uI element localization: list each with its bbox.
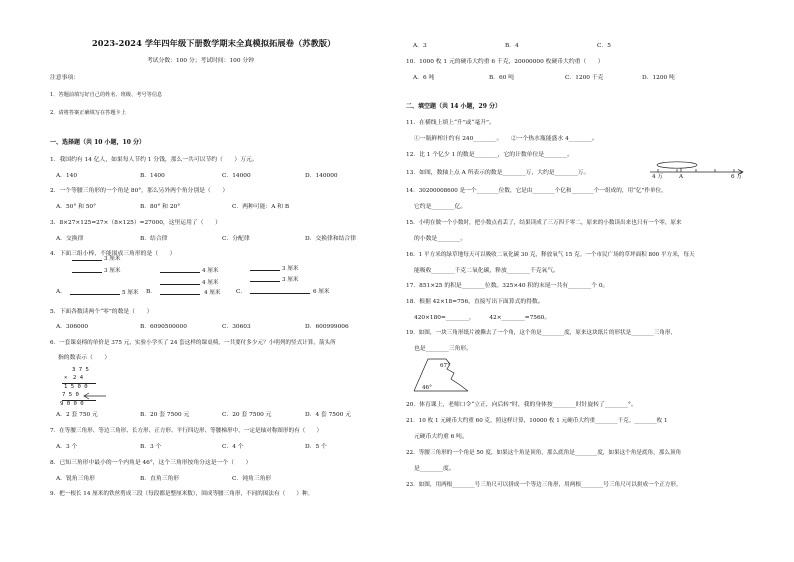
q4a-stick-3	[70, 294, 120, 295]
q10-option-c[interactable]: C．1200 千克	[565, 75, 604, 81]
q7-option-b[interactable]: B．3 个	[140, 444, 162, 450]
q6-option-d[interactable]: D．4 套 7500 元	[305, 412, 352, 418]
axis-label-4wan: 4 万	[652, 174, 663, 180]
angle-label-67: 67°	[440, 363, 450, 369]
question-8: 8．已知三角形中最小的一个内角是 46°，这个三角形按角分这是一个（ ）	[50, 460, 252, 466]
question-6-cont: 指的数表示（ ）	[58, 355, 111, 361]
q4a-stick-3-label: 5 厘米	[122, 290, 139, 296]
question-7: 7．在等腰三角形、等边三角形、长方形、正方形、平行四边形、等腰梯形中，一定是轴对称图形的有（ ）	[50, 428, 323, 434]
q4-option-a[interactable]: A．	[56, 289, 66, 295]
q2-option-b[interactable]: B．80° 和 20°	[140, 204, 181, 210]
q9-option-c[interactable]: C．5	[597, 43, 611, 49]
question-3: 3．8×27×125=27×（8×125）=27000，这里运用了（ ）	[50, 220, 221, 226]
question-23: 23．如图，用两根________号三角尺可以拼成一个等边三角形，用两根________号三角尺可以拼成一个正方形。	[406, 482, 682, 488]
q10-option-b[interactable]: B．60 吨	[489, 75, 515, 81]
q4a-stick-1	[72, 260, 102, 261]
question-20: 20．体育课上，老师口令“立正，向后转”时，我的身体按________时针旋转了________°。	[406, 402, 637, 408]
question-4: 4．下面三组小棒，不能围成三角形的是（ ）	[50, 251, 176, 257]
q4b-stick-3	[160, 294, 200, 295]
question-9: 9．把一根长 14 厘米的铁丝剪成三段（每段都是整厘米数），围成等腰三角形，不同的围法有（ ）种。	[50, 491, 314, 497]
vertical-calc-line-4: 7 5 0	[62, 392, 79, 398]
q4a-stick-1-label: 3 厘米	[104, 256, 121, 262]
vertical-calc-line-5: 9 0 0 0	[60, 401, 84, 407]
q4a-stick-2	[72, 272, 102, 273]
q2-option-c[interactable]: C．两种可能：A 和 B	[232, 204, 290, 210]
note-1: 1．答题前填写好自己的姓名、班级、考号等信息	[50, 92, 163, 98]
question-11-parts: ①一瓶鲜榨汁约有 240________。 ②一个热水瓶能盛水 4________。	[414, 136, 598, 142]
question-11: 11．在横线上填上“升”或“毫升”。	[406, 120, 495, 126]
q10-option-a[interactable]: A．6 吨	[413, 75, 435, 81]
q4c-stick-2-label: 3 厘米	[282, 277, 299, 283]
q7-option-a[interactable]: A．3 个	[56, 444, 78, 450]
question-16: 16．1 平方米的绿草地每天可以吸收二氧化碳 30 克，释放氧气 15 克。一个市民广场的草坪面积 800 平方米，每天	[406, 252, 695, 258]
question-15-cont: 的小数是________。	[414, 236, 467, 242]
q3-option-a[interactable]: A．交换律	[56, 236, 84, 242]
axis-label-6wan: 6 万	[731, 174, 742, 180]
q9-option-b[interactable]: B．4	[505, 43, 519, 49]
question-14: 14．30200008600 是一个________位数，它是由________个亿和________个一组成的，用“亿”作单位，	[406, 188, 667, 194]
q4b-stick-1	[160, 272, 200, 273]
question-5: 5．下面各数读两个“零”的数是（ ）	[50, 309, 153, 315]
q3-option-c[interactable]: C．分配律	[222, 236, 250, 242]
question-19-cont: 也是________三角形。	[414, 346, 472, 352]
q6-option-a[interactable]: A．2 套 750 元	[56, 412, 98, 418]
q8-option-b[interactable]: B．直角三角形	[140, 476, 180, 482]
q6-option-c[interactable]: C．20 套 7500 元	[222, 412, 272, 418]
section-choice-heading: 一、选择题（共 10 小题，10 分）	[50, 139, 145, 146]
q5-option-d[interactable]: D．600999006	[305, 324, 349, 330]
question-6: 6．一套课桌椅的单价是 375 元，实验小学买了 24 套这样的课桌椅，一共要付多少元？小明列的竖式计算，箭头所	[50, 340, 336, 346]
q4c-stick-1	[250, 270, 280, 271]
question-1: 1．我国约有 14 亿人，如果每人节约 1 分钱，那么一共可以节约（ ）万元。	[50, 157, 258, 163]
q10-option-d[interactable]: D．1200 吨	[642, 75, 675, 81]
question-13: 13．如图，数轴上点 A 所表示的数是________万，大约是________万。	[406, 170, 590, 176]
q7-option-c[interactable]: C．4 个	[222, 444, 244, 450]
question-16-cont: 能吸收________千克二氧化碳，释放________千克氧气。	[414, 268, 559, 274]
q1-option-c[interactable]: C．14000	[222, 173, 251, 179]
question-15: 15．小明在做一个小数时，把小数点看丢了，结果读成了三万四千零二，原来的小数读出来也只有一个零，原来	[406, 220, 682, 226]
q7-option-d[interactable]: D．5 个	[305, 444, 327, 450]
q4b-stick-2	[160, 284, 200, 285]
vertical-calc-line-3: 1 5 0 0	[64, 384, 88, 390]
question-14-cont: 它约是________亿。	[414, 204, 467, 210]
q6-option-b[interactable]: B．20 套 7500 元	[140, 412, 190, 418]
q9-option-a[interactable]: A．3	[413, 43, 427, 49]
question-12: 12．比 1 个亿少 1 的数是________，它的计数单位是________。	[406, 152, 574, 158]
q4b-stick-2-label: 4 厘米	[202, 280, 219, 286]
q4a-stick-2-label: 3 厘米	[104, 268, 121, 274]
q4c-stick-2	[250, 281, 280, 282]
question-22: 22．等腰三角形的一个角是 50 度，如果这个角是顶角，那么底角是________度，如果这个角是底角，那么顶角	[406, 450, 682, 456]
q5-option-c[interactable]: C．30603	[222, 324, 251, 330]
exam-info: 考试分数：100 分；考试时间：100 分钟	[147, 58, 254, 64]
question-17: 17．851×25 的积是________位数。325×40 积的末尾一共有________个 0。	[406, 283, 609, 289]
q5-option-b[interactable]: B．6090500000	[140, 324, 187, 330]
section-fill-heading: 二、填空题（共 14 小题，29 分）	[406, 103, 501, 110]
question-18: 18．根据 42×18=756，直接写出下面算式的得数。	[406, 299, 544, 305]
notes-heading: 注意事项：	[50, 75, 79, 81]
question-19: 19．如图，一块三角形纸片被撕去了一个角，这个角是________度，原来这块纸片的形状是________三角形，	[406, 330, 677, 336]
q1-option-a[interactable]: A．140	[56, 173, 78, 179]
q4-option-b[interactable]: B．	[146, 289, 157, 295]
q8-option-c[interactable]: C．钝角三角形	[232, 476, 272, 482]
q1-option-b[interactable]: B．1400	[140, 173, 165, 179]
q5-option-a[interactable]: A．306000	[56, 324, 89, 330]
q4-option-c[interactable]: C．	[236, 289, 247, 295]
angle-label-46: 46°	[422, 385, 432, 391]
question-21-cont: 元硬币大约重 6 吨。	[414, 434, 468, 440]
q2-option-a[interactable]: A．50° 和 50°	[56, 204, 97, 210]
q4b-stick-3-label: 4 厘米	[204, 290, 221, 296]
axis-label-a: A	[679, 174, 684, 180]
question-22-cont: 是________度。	[414, 466, 455, 472]
q4c-stick-1-label: 3 厘米	[282, 266, 299, 272]
vertical-calc-line-1: 3 7 5	[72, 367, 89, 373]
question-2: 2．一个等腰三角形的一个角是 80°，那么另外两个角分别是（ ）	[50, 188, 229, 194]
page-title: 2023-2024 学年四年级下册数学期末全真模拟拓展卷（苏教版）	[92, 38, 336, 48]
q3-option-b[interactable]: B．结合律	[140, 236, 168, 242]
q4b-stick-1-label: 4 厘米	[202, 268, 219, 274]
q4c-stick-3-label: 6 厘米	[313, 289, 330, 295]
q3-option-d[interactable]: D．交换律和结合律	[305, 236, 357, 242]
q8-option-a[interactable]: A．锐角三角形	[56, 476, 95, 482]
note-2: 2．请将答案正确填写在答题卡上	[50, 110, 126, 116]
question-18-cont: 420×180=________， 42×________=7560。	[414, 315, 551, 321]
q1-option-d[interactable]: D．140000	[305, 173, 338, 179]
question-21: 21．10 枚 1 元硬币大约重 60 克，照这样计算，10000 枚 1 元硬币大约重________千克。________枚 1	[406, 418, 668, 424]
q4c-stick-3	[250, 293, 310, 294]
vertical-calc-line-2: × 2 4	[64, 375, 84, 381]
question-10: 10．1000 枚 1 元的硬币大约重 6 千克，20000000 枚硬币大约重（ ）	[406, 59, 604, 65]
